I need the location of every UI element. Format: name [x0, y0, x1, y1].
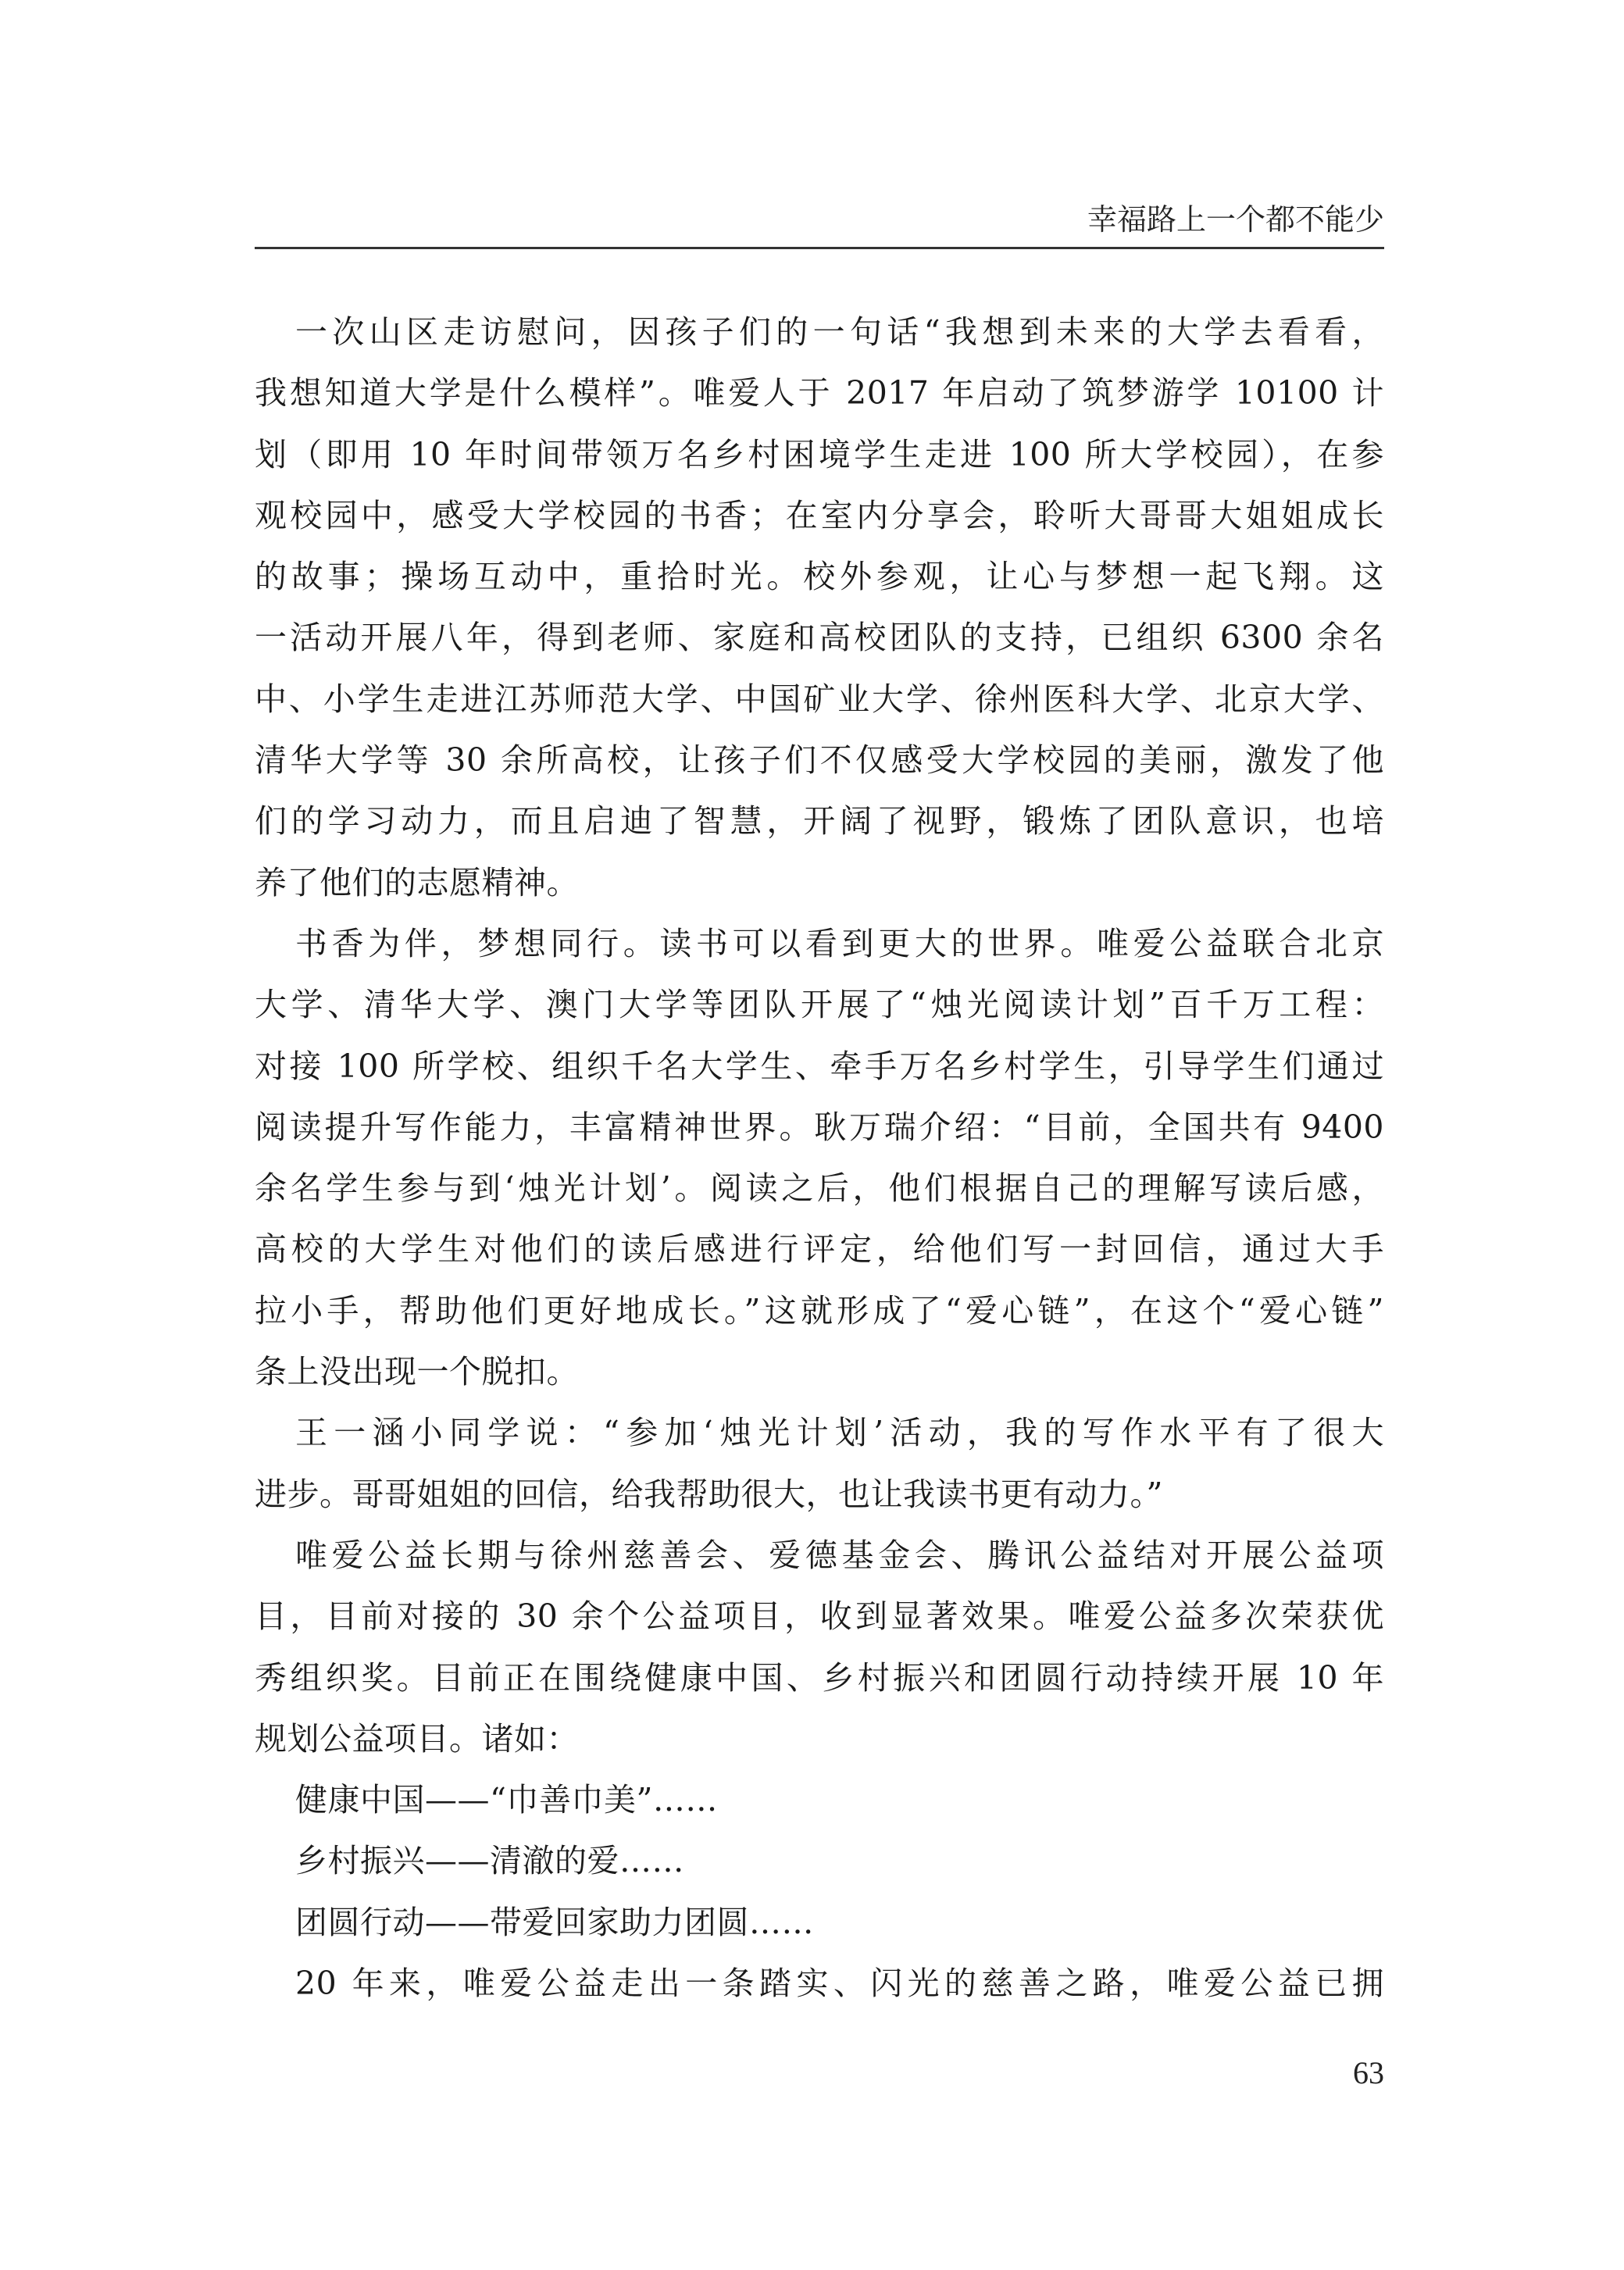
text-line: 秀组织奖。目前正在围绕健康中国、乡村振兴和团圆行动持续开展 10 年	[255, 1658, 1384, 1697]
text-line: 健康中国——“巾善巾美”……	[295, 1781, 718, 1819]
text-line: 进步。哥哥姐姐的回信，给我帮助很大，也让我读书更有动力。”	[255, 1475, 1163, 1513]
text-line: 拉小手，帮助他们更好地成长。”这就形成了“爱心链”，在这个“爱心链”	[255, 1291, 1384, 1330]
text-line: 条上没出现一个脱扣。	[255, 1353, 579, 1391]
text-line: 养了他们的志愿精神。	[255, 863, 579, 901]
text-line: 对接 100 所学校、组织千名大学生、牵手万名乡村学生，引导学生们通过	[255, 1047, 1384, 1085]
text-line: 大学、清华大学、澳门大学等团队开展了“烛光阅读计划”百千万工程：	[255, 986, 1384, 1024]
text-line: 观校园中，感受大学校园的书香；在室内分享会，聆听大哥哥大姐姐成长	[255, 496, 1384, 534]
text-line: 我想知道大学是什么模样”。唯爱人于 2017 年启动了筑梦游学 10100 计	[255, 374, 1384, 412]
text-line: 阅读提升写作能力，丰富精神世界。耿万瑞介绍：“目前，全国共有 9400	[255, 1108, 1384, 1146]
text-line: 清华大学等 30 余所高校，让孩子们不仅感受大学校园的美丽，激发了他	[255, 741, 1384, 780]
text-line: 高校的大学生对他们的读后感进行评定，给他们写一封回信，通过大手	[255, 1230, 1384, 1269]
text-line: 中、小学生走进江苏师范大学、中国矿业大学、徐州医科大学、北京大学、	[255, 680, 1384, 718]
text-line: 团圆行动——带爱回家助力团圆……	[295, 1903, 814, 1941]
text-line: 书香为伴，梦想同行。读书可以看到更大的世界。唯爱公益联合北京	[295, 924, 1384, 962]
text-line: 王一涵小同学说：“参加‘烛光计划’活动，我的写作水平有了很大	[295, 1414, 1384, 1452]
text-line: 余名学生参与到‘烛光计划’。阅读之后，他们根据自己的理解写读后感，	[255, 1169, 1384, 1208]
text-line: 唯爱公益长期与徐州慈善会、爱德基金会、腾讯公益结对开展公益项	[295, 1536, 1384, 1574]
text-line: 一次山区走访慰问，因孩子们的一句话“我想到未来的大学去看看，	[295, 313, 1384, 351]
text-line: 20 年来，唯爱公益走出一条踏实、闪光的慈善之路，唯爱公益已拥	[295, 1965, 1384, 2003]
text-line: 划（即用 10 年时间带领万名乡村困境学生走进 100 所大学校园），在参	[255, 435, 1384, 473]
running-header-title: 幸福路上一个都不能少	[1087, 202, 1384, 237]
text-line: 的故事；操场互动中，重拾时光。校外参观，让心与梦想一起飞翔。这	[255, 558, 1384, 596]
body-text	[255, 302, 1384, 2014]
text-line: 目，目前对接的 30 余个公益项目，收到显著效果。唯爱公益多次荣获优	[255, 1597, 1384, 1636]
page-number: 63	[1353, 2055, 1384, 2090]
running-header	[255, 183, 1384, 249]
text-line: 乡村振兴——清澈的爱……	[295, 1842, 684, 1880]
text-line: 规划公益项目。诸如：	[255, 1719, 579, 1758]
text-line: 一活动开展八年，得到老师、家庭和高校团队的支持，已组织 6300 余名	[255, 619, 1384, 657]
text-line: 们的学习动力，而且启迪了智慧，开阔了视野，锻炼了团队意识，也培	[255, 802, 1384, 841]
